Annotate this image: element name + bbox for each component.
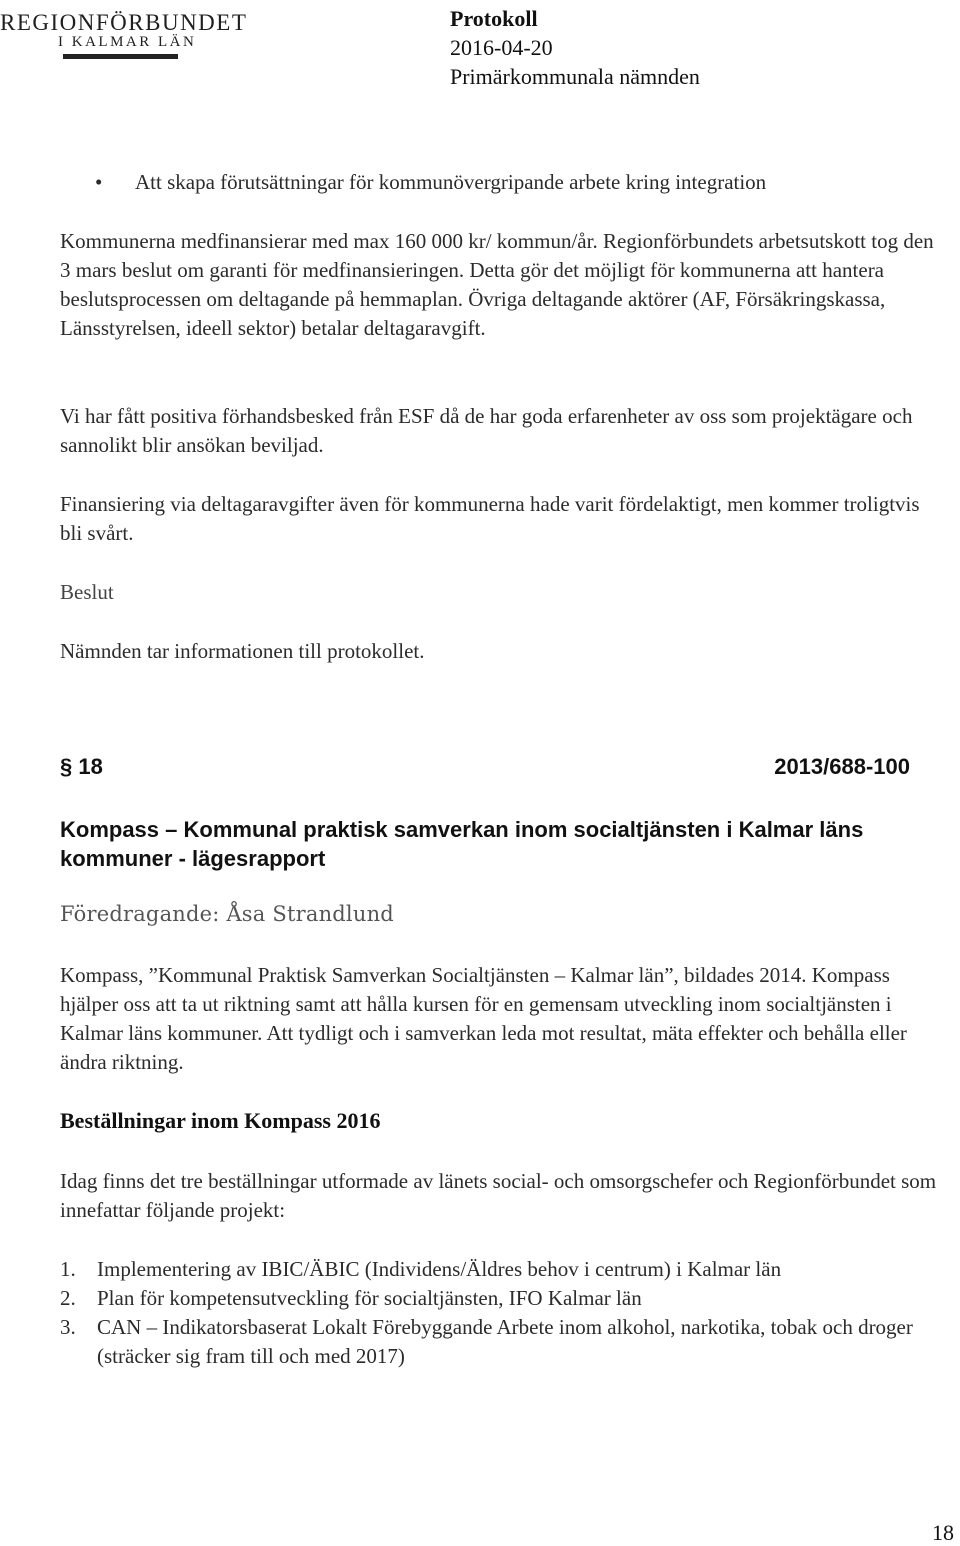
paragraph-financing: Kommunerna medfinansierar med max 160 000 kr/ kommun/år. Regionförbundets arbetsutskott tog den 3 mars beslut om garanti för medfinansieringen. Detta gör det möjligt för kommunerna att hantera beslutsprocessen om deltagande på hemmaplan. Övriga deltagande aktörer (AF, Försäkringskassa, Länsstyrelsen, ideell sektor) betalar deltagaravgift. [60,229,934,340]
logo-underline [63,54,178,59]
bullet-text: Att skapa förutsättningar för kommunövergripande arbete kring integration [135,170,767,194]
logo-subtitle: I KALMAR LÄN [58,34,197,50]
orders-intro: Idag finns det tre beställningar utformade av länets social- och omsorgschefer och Regionförbundet som innefattar följande projekt: [60,1169,937,1222]
paragraph-esf: Vi har fått positiva förhandsbesked från ESF då de har goda erfarenheter av oss som projektägare och sannolikt blir ansökan beviljad. [60,404,913,457]
page-number: 18 [932,1520,954,1545]
bullet-dot: • [95,170,103,194]
committee-name: Primärkommunala nämnden [450,64,700,89]
document-type: Protokoll [450,6,538,31]
list-item-number: 1. [60,1257,76,1281]
list-item [60,1284,940,1313]
section-title: Kompass – Kommunal praktisk samverkan inom socialtjänsten i Kalmar läns kommuner - lägesrapport [60,817,864,871]
decision-text: Nämnden tar informationen till protokollet. [60,639,425,663]
regionforbundet-logo [0,10,252,59]
section-intro: Kompass, ”Kommunal Praktisk Samverkan Socialtjänsten – Kalmar län”, bildades 2014. Kompass hjälper oss att ta ut riktning samt att hålla kursen för en gemensam utveckling inom socialtjänsten i Kalmar läns kommuner. Att tydligt och i samverkan leda mot resultat, mäta effekter och behålla eller ändra riktning. [60,963,907,1074]
bullet-item [95,168,766,197]
section-header [60,754,910,788]
document-header [450,4,700,91]
list-item-text: CAN – Indikatorsbaserat Lokalt Förebyggande Arbete inom alkohol, narkotika, tobak och droger (sträcker sig fram till och med 2017) [97,1315,913,1368]
document-date: 2016-04-20 [450,35,553,60]
orders-list [60,1255,940,1371]
subheading-orders: Beställningar inom Kompass 2016 [60,1108,381,1133]
presenter: Föredragande: Åsa Strandlund [60,902,394,926]
diary-number: 2013/688-100 [774,754,910,779]
paragraph-fees: Finansiering via deltagaravgifter även för kommunerna hade varit fördelaktigt, men kommer troligtvis bli svårt. [60,492,920,545]
list-item [60,1255,940,1284]
decision-label: Beslut [60,580,114,604]
list-item-text: Implementering av IBIC/ÄBIC (Individens/Äldres behov i centrum) i Kalmar län [97,1257,782,1281]
logo-name: REGIONFÖRBUNDET [0,10,248,35]
section-number: § 18 [60,754,103,779]
list-item [60,1313,940,1371]
list-item-number: 2. [60,1286,76,1310]
list-item-number: 3. [60,1315,76,1339]
list-item-text: Plan för kompetensutveckling för socialtjänsten, IFO Kalmar län [97,1286,642,1310]
